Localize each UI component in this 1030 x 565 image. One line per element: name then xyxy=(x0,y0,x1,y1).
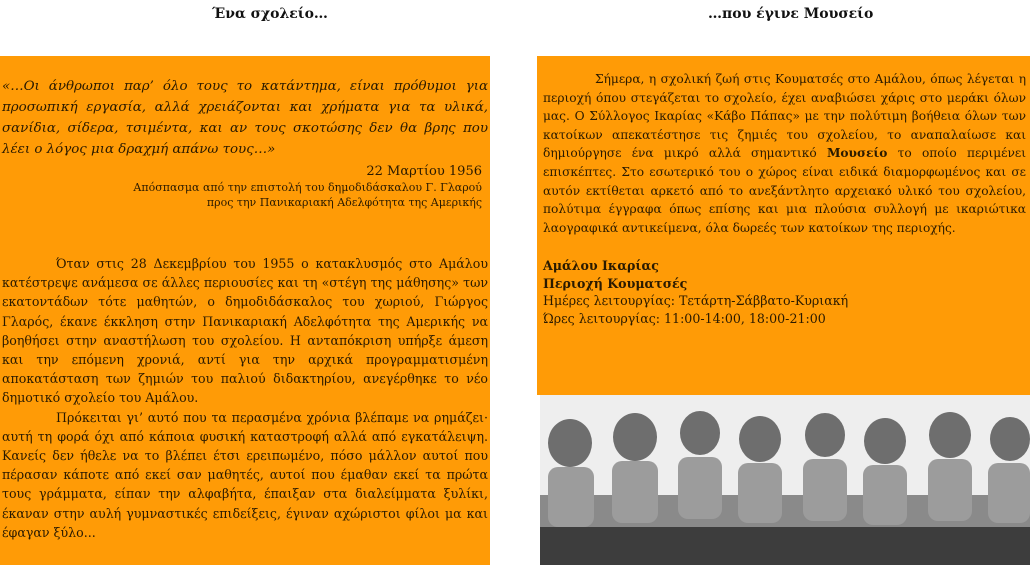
quote-source-1: Απόσπασμα από την επιστολή του δημοδιδάσκαλου Γ. Γλαρού xyxy=(133,181,482,194)
museum-text-before: Σήμερα, η σχολική ζωή στις Κουματσές στο Αμάλου, όπως λέγεται η περιοχή όπου στεγάζεται το σχολείο, έχει αναβιώσει χάρις στο μεράκι όλων μας. Ο Σύλλογος Ικαρίας «Κάβο Πάπας» με την πολύτιμη βοήθεια όλων των κατοίκων απεκατέστησε τις ζημιές του σχολείου, το αναπαλαίωσε και δημιούργησε ένα μικρό αλλά σημαντικό xyxy=(543,72,1026,161)
right-heading: …που έγινε Μουσείο xyxy=(708,6,874,22)
museum-text-after: το οποίο περιμένει επισκέπτες. Στο εσωτερικό του ο χώρος είναι ειδικά διαμορφωμένος και σε αυτόν εκτίθεται αρκετό από το ανεξάντλητο αρχειακό υλικό του σχολείου, πολύτιμα έγγραφα όπως επίσης και μια πλούσια συλλογή με ικαριώτικα λαογραφικά αντικείμενα, όλα δωρεές των κατοίκων της περιοχής. xyxy=(543,146,1026,235)
left-panel xyxy=(0,56,490,565)
quote-signature xyxy=(2,164,488,210)
opening-days: Ημέρες λειτουργίας: Τετάρτη-Σάββατο-Κυριακή xyxy=(543,293,849,309)
quote-date: 22 Μαρτίου 1956 xyxy=(366,164,482,179)
location-area: Περιοχή Κουματσές xyxy=(543,275,688,291)
history-paragraph-1: Όταν στις 28 Δεκεμβρίου του 1955 ο κατακλυσμός στο Αμάλου κατέστρεψε ανάμεσα σε άλλες περιουσίες και τη «στέγη της μάθησης» των εκατοντάδων τότε μαθητών, ο δημοδιδάσκαλος του χωριού, Γιώργος Γλαρός, έκανε έκκληση στην Πανικαριακή Αδελφότητα της Αμερικής να βοηθήσει στην αναστήλωση του σχολείου. Η ανταπόκριση υπήρξε άμεση και την επόμενη χρονιά, αντί για την αρχικά προγραμματισμένη αποκατάσταση των ζημιών του παλιού διδακτηρίου, ανεγέρθηκε το νέο δημοτικό σχολείο του Αμάλου. xyxy=(2,256,488,406)
museum-paragraph xyxy=(543,70,1026,237)
quote-source-2: προς την Πανικαριακή Αδελφότητα της Αμερικής xyxy=(206,196,482,209)
letter-quote: «…Οι άνθρωποι παρ’ όλο τους το κατάντημα, είναι πρόθυμοι για προσωπική εργασία, αλλά χρειάζονται και χρήματα για τα υλικά, σανίδια, σίδερα, τσιμέντα, και αν τους σκοτώσης δεν θα βρης που λέει ο λόγος μια δραχμή απάνω τους…» xyxy=(2,79,488,157)
opening-hours: Ώρες λειτουργίας: 11:00-14:00, 18:00-21:00 xyxy=(543,310,826,326)
location-village: Αμάλου Ικαρίας xyxy=(543,258,659,274)
children-photo-illustration xyxy=(540,395,1030,565)
museum-bold-word: Μουσείο xyxy=(826,146,888,161)
visitor-info xyxy=(543,257,1026,327)
history-paragraph-2: Πρόκειται γι’ αυτό που τα περασμένα χρόνια βλέπαμε να ρημάζει· αυτή τη φορά όχι από κάποια φυσική καταστροφή αλλά από εγκατάλειψη. Κανείς δεν ήθελε να το βλέπει έτσι ερειπωμένο, πόσο μάλλον αυτοί που πέρασαν κάποτε από εκεί σαν μαθητές, αυτοί που έμαθαν εκεί τα πρώτα τους γράμματα, είπαν την αλφαβήτα, έπαιξαν στα διαλείμματα ξυλίκι, έκαναν στην αυλή γυμναστικές επιδείξεις, έγιναν αχώριστοι φίλοι μα και έφαγαν ξύλο... xyxy=(2,409,488,540)
right-panel xyxy=(537,56,1030,395)
children-photo xyxy=(540,395,1030,565)
left-heading: Ένα σχολείο… xyxy=(212,6,328,22)
